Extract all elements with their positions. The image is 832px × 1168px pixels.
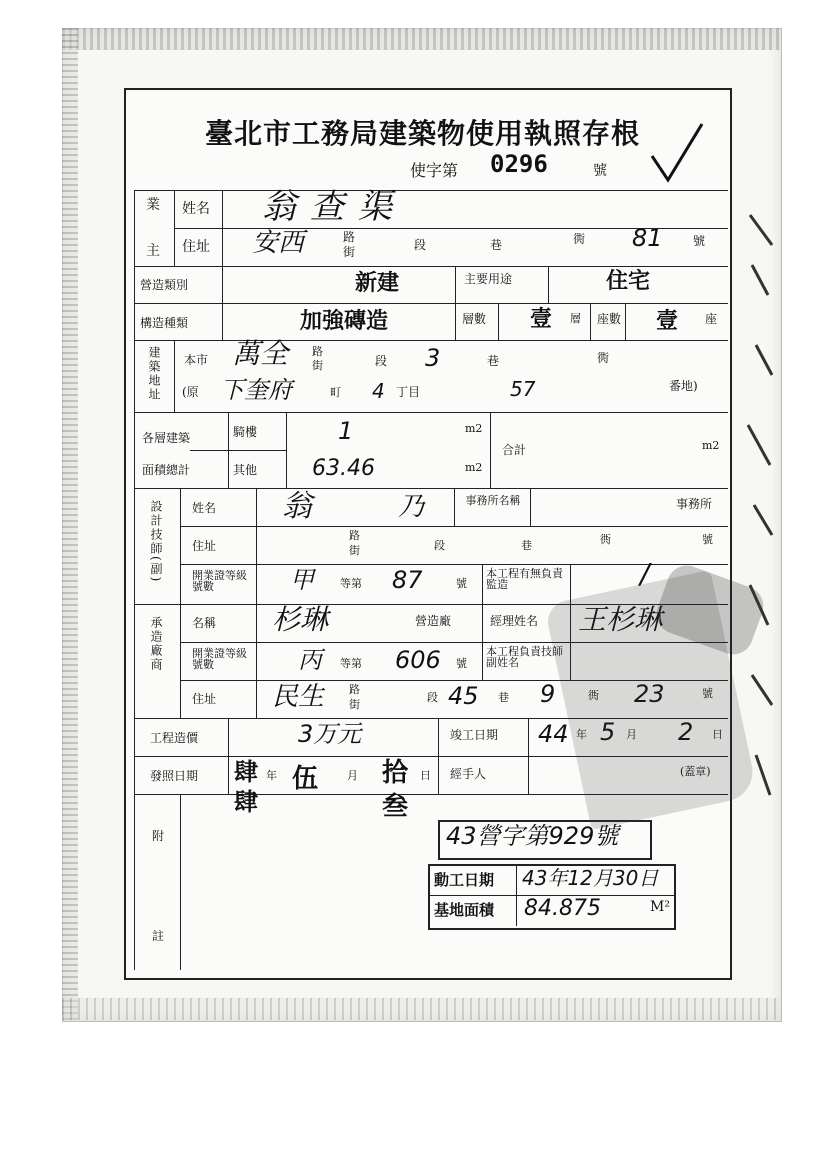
total-label: 合計 <box>502 443 527 457</box>
floors-unit: 層 <box>570 312 581 325</box>
rule-line <box>482 564 483 604</box>
start-date-label: 動工日期 <box>434 871 495 889</box>
buildings-unit: 座 <box>705 312 718 326</box>
old-chome-label: 丁目 <box>396 385 421 399</box>
number-label: 號 <box>693 234 706 248</box>
permit-prefix: 使字第 <box>410 161 459 180</box>
other-label: 其他 <box>233 463 258 477</box>
rule-line <box>438 718 439 794</box>
area-unit: m2 <box>465 461 483 474</box>
rule-line <box>625 303 626 340</box>
office-label: 事務所名稱 <box>465 494 521 507</box>
permit-suffix: 號 <box>593 163 607 179</box>
completion-month: 5 <box>600 718 616 746</box>
section-label: 段 <box>375 354 388 368</box>
year-label: 年 <box>576 728 587 741</box>
office-suffix: 事務所 <box>676 497 713 511</box>
lane-label: 巷 <box>521 539 532 552</box>
structure-label: 構造種類 <box>140 316 189 330</box>
issue-year-stamp: 肆 <box>234 757 258 786</box>
section-label: 段 <box>427 691 438 704</box>
contractor-address-value: 民生 <box>272 682 325 712</box>
day-label: 日 <box>712 728 723 741</box>
contractor-address-label: 住址 <box>192 692 217 706</box>
site-area-unit: M² <box>650 899 670 915</box>
issue-year-stamp: 肆 <box>234 787 258 816</box>
rule-line <box>590 303 591 340</box>
owner-section-label: 主 <box>146 243 160 259</box>
rule-line <box>454 488 455 526</box>
contractor-name-label: 名稱 <box>192 616 217 630</box>
owner-address-label: 住址 <box>182 239 210 255</box>
scan-noise-left <box>62 28 78 1020</box>
number-label: 號 <box>702 687 713 700</box>
road-label: 路 <box>312 345 323 358</box>
alley-label: 衖 <box>600 533 611 546</box>
rule-line <box>180 526 728 527</box>
contractor-lane-value: 45 <box>448 682 479 710</box>
handler-label: 經手人 <box>450 767 487 781</box>
rule-line <box>222 190 223 340</box>
road-label: 路 <box>349 683 360 696</box>
issue-day-stamp: 叁 <box>382 792 409 822</box>
manager-value: 王杉琳 <box>578 603 663 636</box>
old-town-label: 町 <box>330 386 341 399</box>
stamp-divider <box>516 864 517 926</box>
rule-line <box>256 488 257 718</box>
rule-line <box>190 450 286 451</box>
checkmark-icon <box>648 122 706 184</box>
old-lot-label: 番地) <box>669 379 698 393</box>
rule-line <box>498 303 499 340</box>
designer-name-value: 乃 <box>398 492 425 522</box>
contractor-alley-value: 9 <box>540 680 556 708</box>
year-label: 年 <box>266 769 277 782</box>
street-label: 街 <box>343 245 356 259</box>
number-label: 號 <box>702 533 713 546</box>
site-area-label: 基地面積 <box>434 901 495 919</box>
site-area-value: 84.875 <box>524 896 601 921</box>
issue-day-stamp: 拾 <box>382 758 409 788</box>
owner-name-value: 翁查渠 <box>262 187 406 227</box>
rule-line <box>482 604 483 680</box>
grade-label: 等第 <box>340 657 362 670</box>
floors-value: 壹 <box>530 306 553 332</box>
street-label: 街 <box>349 698 360 711</box>
arcade-label: 騎樓 <box>233 425 258 439</box>
designer-name-value: 翁 <box>282 489 312 524</box>
location-road-value: 萬全 <box>232 337 289 370</box>
old-town-value: 下奎府 <box>220 376 292 404</box>
rule-line <box>455 266 456 340</box>
rule-line <box>134 266 728 267</box>
area-label: 各層建築 <box>142 431 191 445</box>
supervisor-value: / <box>640 557 650 590</box>
road-label: 路 <box>349 529 360 542</box>
alley-label: 衖 <box>597 351 610 365</box>
total-unit: m2 <box>702 439 720 452</box>
contractor-name-suffix: 營造廠 <box>415 614 452 628</box>
arcade-value: 1 <box>338 417 354 445</box>
owner-address-number: 81 <box>632 224 663 252</box>
completion-year: 44 <box>538 720 569 748</box>
construction-permit-value: 43營字第929號 <box>446 822 619 850</box>
old-address-prefix: (原 <box>182 385 199 399</box>
old-lot-value: 57 <box>510 377 536 401</box>
notes-label: 附 <box>152 829 165 843</box>
form-title: 臺北市工務局建築物使用執照存根 <box>205 117 641 150</box>
rule-line <box>134 340 728 341</box>
designer-label: 設計技師(副) <box>149 500 163 584</box>
floors-label: 層數 <box>462 312 487 326</box>
start-date-value: 43年12月30日 <box>522 866 659 890</box>
category-label: 營造類別 <box>140 278 189 292</box>
main-use-value: 住宅 <box>606 268 651 294</box>
alley-label: 衖 <box>573 232 586 246</box>
rule-line <box>528 718 529 794</box>
designer-license-label: 開業證等級號數 <box>192 569 247 593</box>
buildings-value: 壹 <box>656 308 679 334</box>
rule-line <box>134 488 728 489</box>
location-section-value: 3 <box>425 344 441 372</box>
lane-label: 巷 <box>498 691 509 704</box>
contractor-license-grade: 丙 <box>298 646 322 674</box>
tech-label: 本工程負責技師副姓名 <box>486 645 563 669</box>
contractor-number-value: 23 <box>634 680 665 708</box>
city-label: 本市 <box>184 353 209 367</box>
rule-line <box>134 190 135 970</box>
seal-label: (蓋章) <box>680 765 711 778</box>
rule-line <box>174 340 175 412</box>
contractor-name-value: 杉琳 <box>272 603 329 636</box>
rule-line <box>228 412 229 488</box>
rule-line <box>134 303 728 304</box>
location-label: 建築地址 <box>147 346 161 402</box>
alley-label: 衖 <box>588 689 599 702</box>
rule-line <box>228 718 229 794</box>
margin-bleed-marks <box>742 205 782 845</box>
issue-month-stamp: 伍 <box>292 764 319 794</box>
rule-line <box>530 488 531 526</box>
notes-label: 註 <box>152 929 165 943</box>
old-chome-value: 4 <box>372 379 385 403</box>
designer-license-number: 87 <box>392 566 423 594</box>
completion-label: 竣工日期 <box>450 728 499 742</box>
category-value: 新建 <box>355 270 400 296</box>
structure-value: 加強磚造 <box>300 308 389 334</box>
designer-address-label: 住址 <box>192 539 217 553</box>
street-label: 街 <box>312 359 323 372</box>
cost-label: 工程造價 <box>150 731 199 745</box>
section-label: 段 <box>434 539 445 552</box>
rule-line <box>180 794 181 970</box>
number-label: 號 <box>456 577 467 590</box>
day-label: 日 <box>420 769 431 782</box>
number-label: 號 <box>456 657 467 670</box>
month-label: 月 <box>347 769 358 782</box>
area-unit: m2 <box>465 422 483 435</box>
buildings-label: 座數 <box>597 312 622 326</box>
contractor-label: 承造廠商 <box>149 616 163 672</box>
rule-line <box>548 266 549 303</box>
issue-label: 發照日期 <box>150 769 199 783</box>
scan-noise-bottom <box>62 998 780 1020</box>
lane-label: 巷 <box>490 238 503 252</box>
rule-line <box>174 190 175 266</box>
owner-address-value: 安西 <box>252 228 305 258</box>
contractor-license-number: 606 <box>395 646 441 674</box>
rule-line <box>180 488 181 718</box>
road-label: 路 <box>343 230 356 244</box>
area-label: 面積總計 <box>142 463 191 477</box>
rule-line <box>286 412 287 488</box>
designer-name-label: 姓名 <box>192 501 217 515</box>
main-use-label: 主要用途 <box>464 272 513 286</box>
section-label: 段 <box>414 238 427 252</box>
designer-license-grade: 甲 <box>290 566 314 594</box>
grade-label: 等第 <box>340 577 362 590</box>
month-label: 月 <box>626 728 637 741</box>
owner-name-label: 姓名 <box>182 201 210 217</box>
permit-number: 0296 <box>490 150 548 178</box>
scan-noise-top <box>62 28 780 50</box>
lane-label: 巷 <box>487 354 500 368</box>
street-label: 街 <box>349 544 360 557</box>
owner-section-label: 業 <box>146 197 160 213</box>
rule-line <box>134 190 728 191</box>
manager-label: 經理姓名 <box>490 614 539 628</box>
completion-day: 2 <box>678 718 694 746</box>
supervisor-label: 本工程有無負責監造 <box>486 567 563 591</box>
rule-line <box>490 412 491 488</box>
contractor-license-label: 開業證等級號數 <box>192 647 247 671</box>
cost-value: 3万元 <box>298 720 362 748</box>
rule-line <box>134 412 728 413</box>
other-value: 63.46 <box>312 456 375 481</box>
